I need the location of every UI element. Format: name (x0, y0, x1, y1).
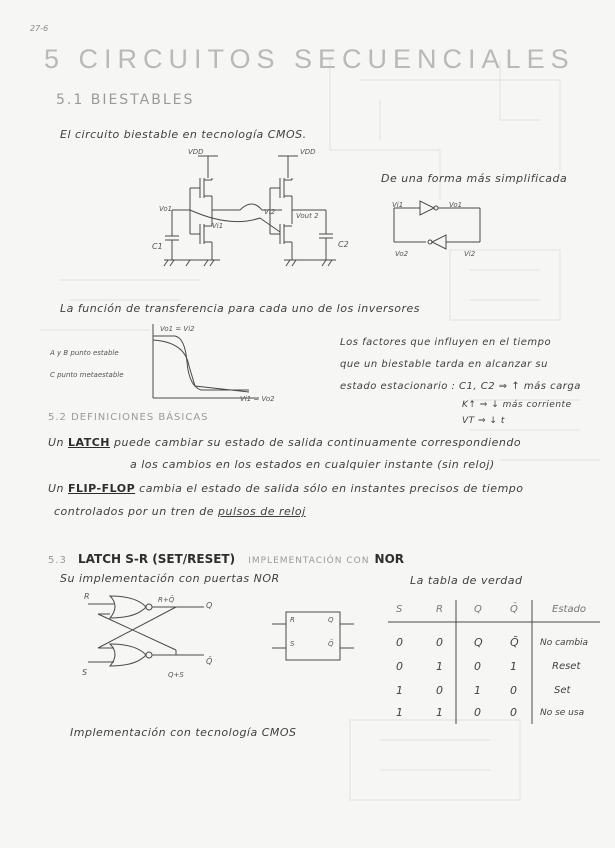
simplified-vi1: Vi1 (392, 201, 404, 209)
factors-line-2: que un biestable tarda en alcanzar su (340, 359, 548, 370)
truth-cell: 1 (396, 706, 403, 719)
block-r-label: R (290, 616, 295, 624)
flipflop-line-2: controlados por un tren de (54, 505, 215, 518)
truth-cell: 1 (396, 684, 403, 697)
graph-point-a: A y B punto estable (50, 349, 119, 357)
simplified-inverter-loop (390, 198, 490, 258)
page-number: 27-6 (30, 24, 49, 33)
section-heading-biestables: 5.1 BIESTABLES (56, 92, 195, 108)
vo2-label: Vout 2 (296, 212, 319, 220)
nor-feedback-bottom: Q+S (168, 671, 184, 679)
section-heading-definitions: 5.2 DEFINICIONES BÁSICAS (48, 412, 209, 423)
simplified-vi2: Vi2 (464, 250, 476, 258)
nor-r-label: R (84, 592, 90, 601)
truth-cell: 0 (396, 636, 403, 649)
latch-definition-line-1 (48, 436, 521, 449)
truth-cell: 1 (436, 706, 443, 719)
factors-line-5: VT ⇒ ↓ t (462, 416, 505, 426)
truth-header-qbar: Q̄ (510, 604, 518, 615)
truth-cell: 0 (436, 636, 443, 649)
c1-label: C1 (152, 242, 163, 251)
truth-header-r: R (436, 604, 443, 615)
truth-cell: Reset (552, 661, 581, 672)
truth-cell: Set (554, 685, 571, 696)
truth-cell: No cambia (540, 638, 589, 648)
latch-prefix: Un (48, 436, 65, 449)
factors-line-1: Los factores que influyen en el tiempo (340, 337, 552, 348)
truth-header-q: Q (474, 604, 482, 615)
cmos-implementation-text: Implementación con tecnología CMOS (70, 726, 297, 739)
factors-line-4: K↑ ⇒ ↓ más corriente (462, 400, 572, 410)
truth-cell: 1 (510, 660, 517, 673)
latch-sr-title: LATCH S-R (SET/RESET) (78, 552, 236, 566)
truth-header-estado: Estado (552, 604, 587, 615)
c2-label: C2 (338, 240, 349, 249)
graph-x-label: Vi1 = Vo2 (240, 395, 275, 403)
flipflop-prefix: Un (48, 482, 65, 495)
block-q-label: Q (328, 616, 334, 624)
truth-cell: 1 (474, 684, 481, 697)
latch-sr-number: 5.3 (48, 555, 67, 566)
graph-point-c: C punto metaestable (50, 371, 124, 379)
truth-cell: 0 (396, 660, 403, 673)
transfer-function-text: La función de transferencia para cada uno de los inversores (60, 302, 420, 315)
vdd-label-right: VDD (300, 148, 316, 156)
truth-cell: 0 (510, 706, 517, 719)
latch-line-2: a los cambios en los estados en cualquier instante (sin reloj) (130, 458, 495, 471)
flipflop-line-1: cambia el estado de salida sólo en instantes precisos de tiempo (139, 482, 524, 495)
flipflop-clock-pulses: pulsos de reloj (218, 505, 306, 518)
truth-cell: No se usa (540, 708, 585, 718)
section-heading-latch-sr (48, 548, 404, 567)
truth-cell: 0 (474, 706, 481, 719)
truth-cell: 0 (510, 684, 517, 697)
sr-latch-block-symbol (268, 608, 368, 668)
truth-cell: Q (474, 636, 483, 649)
flipflop-term: FLIP-FLOP (68, 482, 136, 495)
nor-q-label: Q (206, 601, 213, 610)
latch-line-1: puede cambiar su estado de salida continuamente correspondiendo (113, 436, 522, 449)
vo1-label: Vo1 (159, 205, 173, 213)
latch-term: LATCH (68, 436, 110, 449)
transfer-function-graph (145, 322, 265, 402)
graph-y-label: Vo1 = Vi2 (160, 325, 195, 333)
simplified-text: De una forma más simplificada (381, 172, 568, 185)
simplified-vo2: Vo2 (395, 250, 409, 258)
nor-implementation-text: Su implementación con puertas NOR (60, 572, 280, 585)
vdd-label-left: VDD (188, 148, 204, 156)
vi1-label: Vi1 (212, 222, 224, 230)
block-s-label: S (290, 640, 295, 648)
vi2-label: Vi2 (264, 208, 276, 216)
truth-table-title: La tabla de verdad (410, 574, 523, 587)
factors-line-3: estado estacionario : C1, C2 ⇒ ↑ más carga (340, 381, 581, 392)
truth-cell: 0 (474, 660, 481, 673)
simplified-vo1: Vo1 (449, 201, 463, 209)
truth-header-s: S (396, 604, 403, 615)
nor-feedback-top: R+Q̄ (158, 596, 175, 604)
page-title: 5 CIRCUITOS SECUENCIALES (44, 44, 575, 74)
flipflop-definition-line-1 (48, 482, 524, 495)
truth-cell: 1 (436, 660, 443, 673)
block-qbar-label: Q̄ (328, 640, 334, 648)
truth-table (388, 598, 600, 726)
latch-sr-nor: NOR (374, 552, 405, 566)
intro-cmos-text: El circuito biestable en tecnología CMOS. (60, 128, 307, 141)
truth-cell: Q̄ (510, 636, 519, 649)
nor-s-label: S (82, 668, 88, 677)
truth-cell: 0 (436, 684, 443, 697)
flipflop-definition-line-2 (54, 505, 306, 518)
latch-sr-subtitle: IMPLEMENTACIÓN CON (248, 556, 370, 566)
nor-qbar-label: Q̄ (206, 657, 213, 666)
cmos-bistable-circuit (150, 148, 350, 288)
